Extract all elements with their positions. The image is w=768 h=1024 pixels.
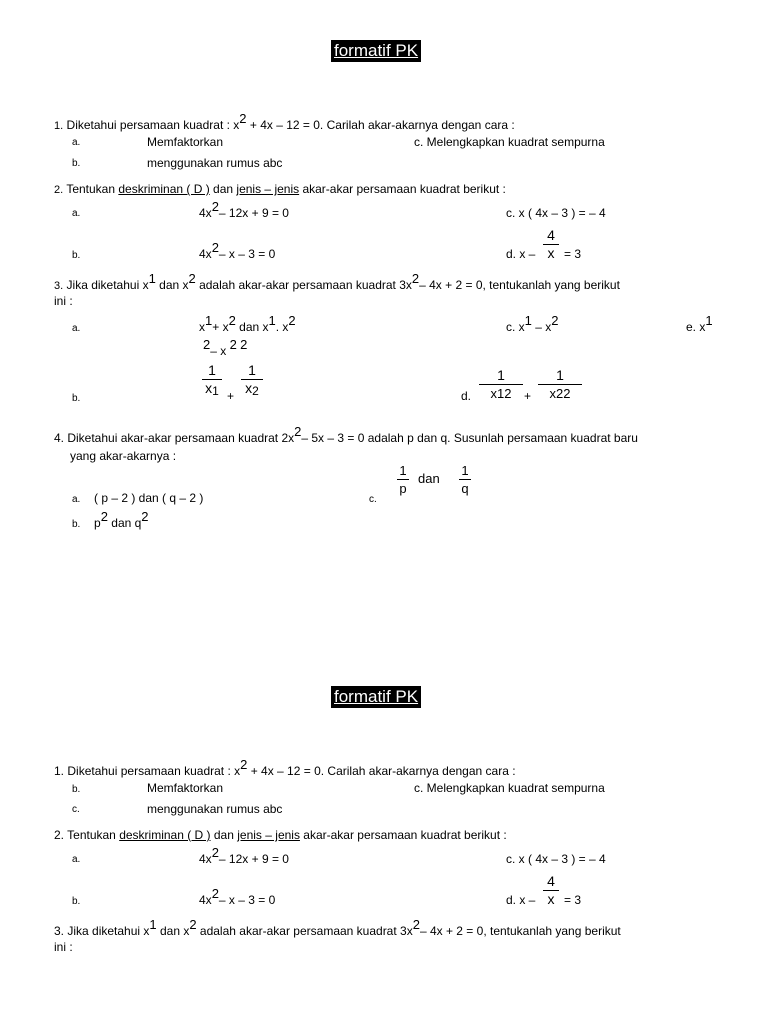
fraction-bar	[459, 479, 471, 480]
question-text: – 5x – 3 = 0 adalah p dan q. Susunlah persamaan kuadrat baru	[301, 431, 638, 445]
denominator: q	[461, 481, 469, 496]
question-text: – 4x + 2 = 0, tentukanlah yang berikut	[419, 278, 620, 292]
index: 1	[212, 384, 219, 398]
item-b-text: menggunakan rumus abc	[147, 802, 283, 816]
question-text: akar-akar persamaan kuadrat berikut :	[299, 828, 507, 842]
numerator: 1	[461, 463, 469, 478]
equation-c: c. x ( 4x – 3 ) = – 4	[506, 852, 606, 866]
numerator: 4	[547, 227, 555, 243]
fraction-bar	[538, 384, 582, 385]
question-4-cont: yang akar-akarnya :	[70, 449, 177, 463]
index: 1	[497, 386, 505, 401]
question-number: 3.	[54, 924, 65, 938]
question-text: + 4x – 12 = 0. Carilah akar-akarnya dengan cara :	[249, 118, 515, 132]
question-text: Diketahui persamaan kuadrat : x	[67, 764, 241, 778]
var: dan x	[239, 320, 269, 334]
plus-sign: +	[524, 389, 532, 403]
var: dan q	[111, 516, 142, 530]
eq-text: – x – 3 = 0	[218, 893, 276, 907]
exponent: 2	[141, 509, 149, 524]
index: 1	[268, 313, 276, 328]
question-text: dan x	[155, 278, 189, 292]
numerator: 1	[208, 362, 216, 378]
var: p	[94, 516, 101, 530]
question-number: 1.	[54, 120, 64, 132]
var: e. x	[686, 320, 706, 334]
exponent: 2	[211, 886, 219, 901]
expression-a: ( p – 2 ) dan ( q – 2 )	[94, 491, 204, 505]
var: c. x	[506, 320, 525, 334]
eq-text: – 12x + 9 = 0	[218, 852, 289, 866]
eq-text: – 12x + 9 = 0	[218, 206, 289, 220]
equation-c: c. x ( 4x – 3 ) = – 4	[506, 206, 606, 220]
denominator: x	[205, 380, 213, 396]
fraction-bar	[479, 384, 523, 385]
question-1	[54, 111, 515, 133]
fraction	[538, 368, 582, 401]
question-text: + 4x – 12 = 0. Carilah akar-akarnya dengan cara :	[250, 764, 516, 778]
item-label: a.	[72, 323, 81, 334]
question-text: 4. Diketahui akar-akar persamaan kuadrat 2x	[54, 431, 295, 445]
denominator: x	[549, 386, 557, 401]
equation-d-post: = 3	[564, 893, 582, 907]
exponent: 2	[294, 424, 302, 439]
numerator: 1	[248, 362, 256, 378]
index: 1	[148, 271, 156, 286]
index: 2	[189, 917, 197, 932]
denominator: x	[490, 386, 498, 401]
item-c-text: c. Melengkapkan kuadrat sempurna	[414, 781, 605, 795]
item-label: d.	[461, 389, 472, 403]
exponent: 2	[412, 917, 420, 932]
fraction	[397, 463, 409, 496]
item-label: a.	[72, 208, 81, 219]
question-4	[54, 424, 638, 445]
equation-d-pre: d. x –	[506, 247, 536, 261]
var: – x	[535, 320, 552, 334]
underlined-term: jenis – jenis	[237, 828, 300, 842]
eq-text: 4x	[199, 893, 212, 907]
item-label: b.	[72, 158, 81, 169]
expression-b	[94, 509, 149, 530]
question-3-cont: ini :	[54, 940, 73, 954]
question-number: 2.	[54, 184, 64, 196]
question-text: Jika diketahui x	[67, 924, 150, 938]
index: 2	[551, 313, 559, 328]
exponent: 2	[211, 199, 219, 214]
exponent: 2	[100, 509, 108, 524]
question-text: Tentukan	[67, 828, 120, 842]
item-c-text: c. Melengkapkan kuadrat sempurna	[414, 135, 605, 149]
exponent: 2	[211, 845, 219, 860]
question-number: 1.	[54, 764, 65, 778]
fraction	[202, 363, 222, 397]
item-label: c.	[369, 494, 377, 505]
exponent: 2	[203, 337, 211, 352]
exponent: 2	[240, 337, 248, 352]
equation-d-post: = 3	[564, 247, 582, 261]
item-label: b.	[72, 519, 81, 530]
question-text: dan x	[156, 924, 190, 938]
item-a-text: Memfaktorkan	[147, 781, 224, 795]
equation-b	[199, 240, 276, 261]
exponent: 2	[504, 386, 512, 401]
question-number: 2.	[54, 828, 65, 842]
fraction	[479, 368, 523, 401]
equation-a	[199, 845, 289, 866]
eq-text: 4x	[199, 206, 212, 220]
item-label: c.	[72, 804, 80, 815]
plus-sign: +	[227, 389, 235, 403]
eq-text: 4x	[199, 852, 212, 866]
index: 1	[205, 313, 213, 328]
item-label: b.	[72, 896, 81, 907]
denominator: p	[399, 481, 407, 496]
item-label: a.	[72, 494, 81, 505]
question-3	[54, 917, 704, 940]
question-text: adalah akar-akar persamaan kuadrat 3x	[196, 924, 413, 938]
var: . x	[275, 320, 289, 334]
numerator: 4	[547, 873, 555, 889]
index: 2	[556, 386, 564, 401]
underlined-term: jenis – jenis	[236, 182, 300, 196]
item-a-text: Memfaktorkan	[147, 135, 224, 149]
equation-a	[199, 199, 289, 220]
fraction-bar	[397, 479, 409, 480]
index: 2	[252, 384, 259, 398]
var: x	[199, 320, 205, 334]
question-text: dan	[210, 828, 238, 842]
item-label: b.	[72, 250, 81, 261]
page-title-repeat: formatif PK	[331, 686, 421, 708]
question-2	[54, 182, 506, 197]
item-label: a.	[72, 854, 81, 865]
index: 2	[228, 313, 236, 328]
index: 2	[188, 271, 196, 286]
question-text: Jika diketahui x	[66, 278, 149, 292]
question-text: Tentukan	[66, 182, 119, 196]
var: – x	[210, 344, 227, 358]
item-label: a.	[72, 137, 81, 148]
exponent: 2	[211, 240, 219, 255]
denominator: x	[245, 380, 253, 396]
exponent: 2	[239, 111, 247, 126]
exponent: 2	[240, 757, 248, 772]
question-text: adalah akar-akar persamaan kuadrat 3x	[195, 278, 412, 292]
question-3	[54, 271, 704, 295]
expression-e	[686, 313, 713, 334]
conjunction: dan	[418, 471, 440, 486]
question-1	[54, 757, 516, 778]
index: 2	[288, 313, 296, 328]
numerator: 1	[399, 463, 407, 478]
expression-c	[506, 313, 559, 334]
fraction	[543, 874, 559, 907]
equation-d-pre: d. x –	[506, 893, 536, 907]
expression-a	[199, 313, 296, 334]
question-text: Diketahui persamaan kuadrat : x	[66, 118, 240, 132]
fraction	[459, 463, 471, 496]
exponent: 2	[563, 386, 571, 401]
exponent: 2	[411, 271, 420, 286]
item-label: b.	[72, 393, 81, 404]
eq-text: 4x	[199, 247, 212, 261]
index: 1	[524, 313, 532, 328]
expression-e-cont	[203, 337, 248, 358]
index: 1	[149, 917, 157, 932]
eq-text: – x – 3 = 0	[218, 247, 276, 261]
fraction	[241, 363, 263, 397]
index: 1	[705, 313, 713, 328]
numerator: 1	[497, 367, 505, 383]
item-label: b.	[72, 784, 81, 795]
question-2	[54, 828, 507, 842]
denominator: x	[547, 891, 555, 907]
numerator: 1	[556, 367, 564, 383]
var: + x	[212, 320, 229, 334]
question-3-cont: ini :	[54, 294, 73, 308]
question-text: – 4x + 2 = 0, tentukanlah yang berikut	[419, 924, 621, 938]
underlined-term: deskriminan ( D )	[118, 182, 210, 196]
fraction	[543, 228, 559, 261]
question-text: akar-akar persamaan kuadrat berikut :	[299, 182, 506, 196]
exponent: 2	[229, 337, 237, 352]
denominator: x	[547, 245, 555, 261]
equation-b	[199, 886, 276, 907]
question-number: 3.	[54, 280, 64, 292]
question-text: dan	[209, 182, 237, 196]
underlined-term: deskriminan ( D )	[119, 828, 211, 842]
item-b-text: menggunakan rumus abc	[147, 156, 283, 170]
page-title: formatif PK	[331, 40, 421, 62]
